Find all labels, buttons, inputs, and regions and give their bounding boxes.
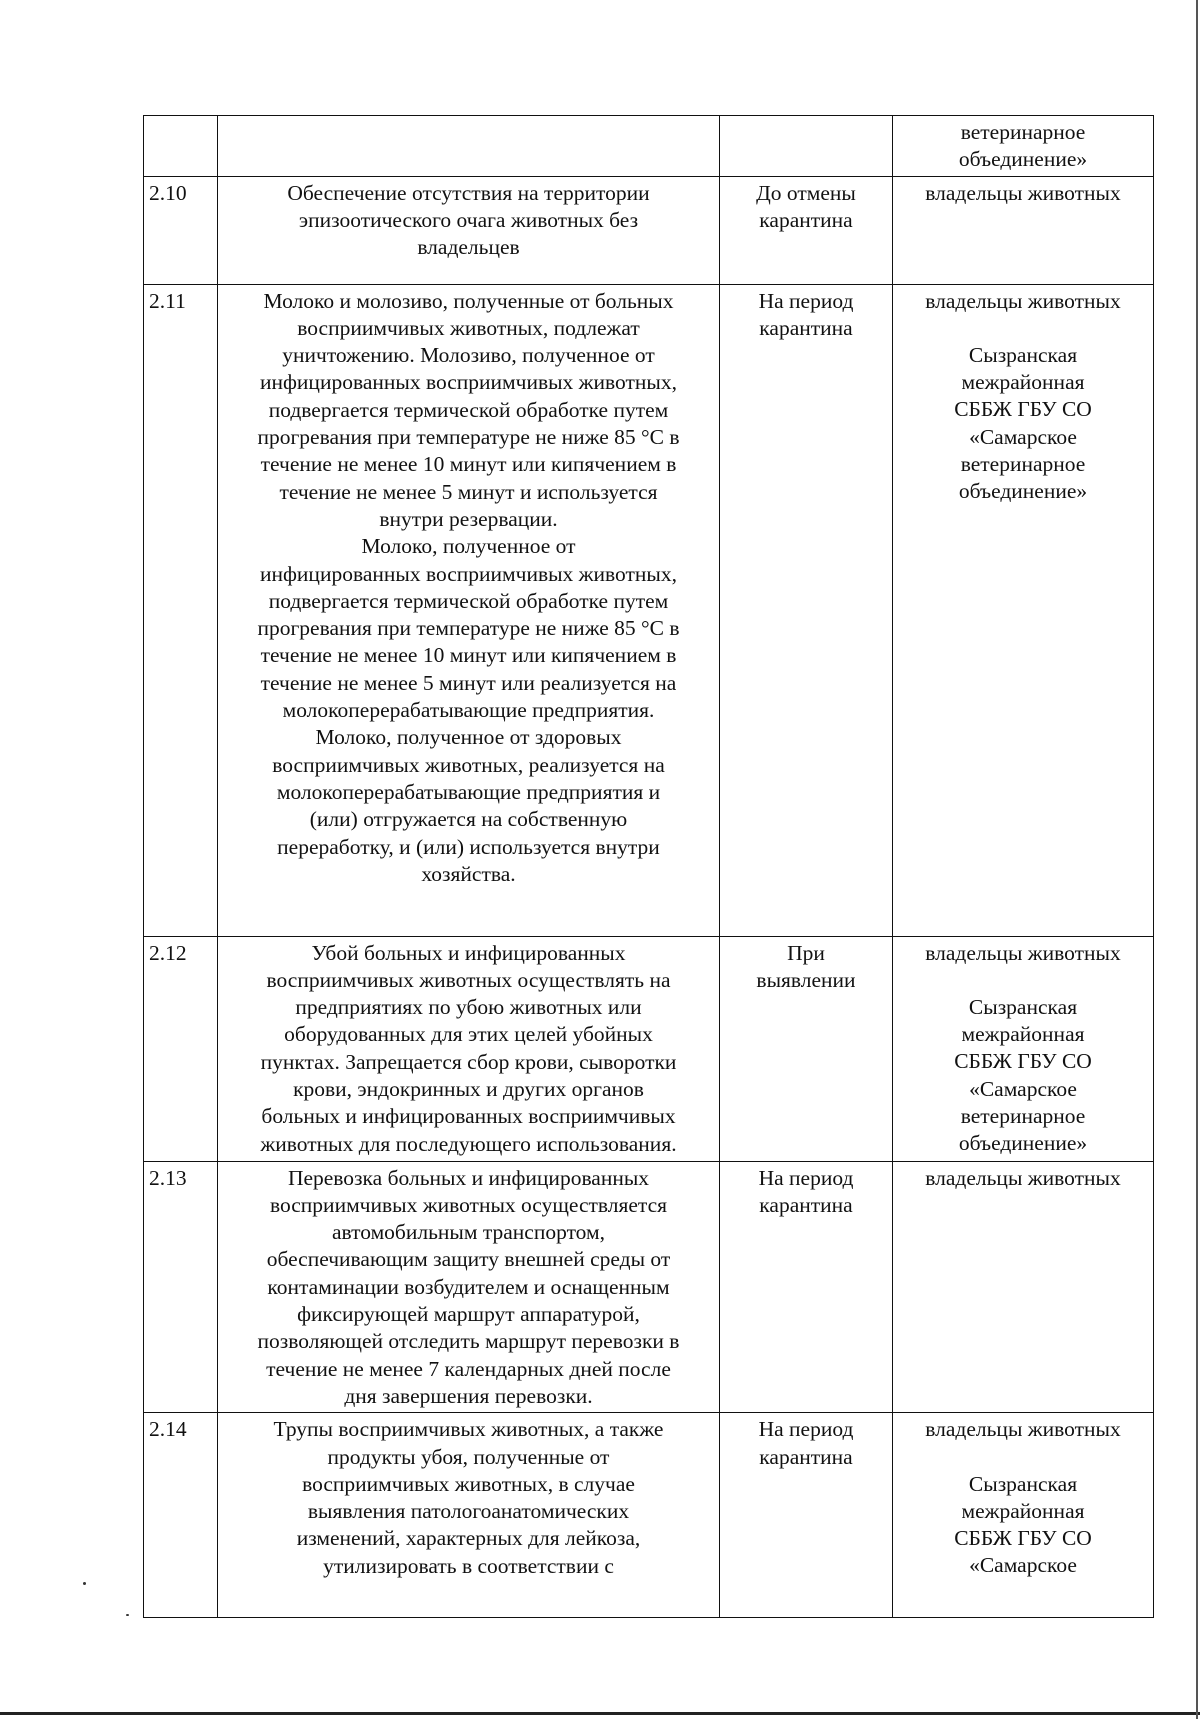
- measure-text-line: Молоко, полученное от: [361, 534, 576, 559]
- item-number-cell: [144, 284, 218, 936]
- responsible-text-line: владельцы животных: [925, 180, 1121, 205]
- deadline-cell: [720, 936, 893, 1161]
- measure-description-cell: [218, 1413, 720, 1618]
- measure-text-line: обеспечивающим защиту внешней среды от: [266, 1247, 671, 1272]
- responsible-text-line: Сызранская: [968, 1471, 1078, 1496]
- responsible-cell: [893, 1161, 1154, 1413]
- measure-text-line: течение не менее 10 минут или кипячением в: [260, 643, 677, 668]
- deadline-text-line: На период: [758, 288, 854, 313]
- responsible-text-line: объединение»: [958, 479, 1088, 504]
- measure-description-cell: [218, 176, 720, 284]
- measure-text-line: восприимчивых животных, в случае: [302, 1471, 635, 1496]
- measure-text-line: фиксирующей маршрут аппаратурой,: [297, 1302, 640, 1327]
- measure-text-line: восприимчивых животных осуществляется: [269, 1192, 668, 1217]
- responsible-text-line: межрайонная: [961, 370, 1085, 395]
- responsible-cell: [893, 936, 1154, 1161]
- table-row: [144, 1413, 1154, 1618]
- measure-text-line: автомобильным транспортом,: [331, 1220, 606, 1245]
- item-number-cell: [144, 936, 218, 1161]
- responsible-cell: [893, 1413, 1154, 1618]
- responsible-text-line: межрайонная: [961, 1498, 1085, 1523]
- measure-text-line: восприимчивых животных, подлежат: [297, 315, 640, 340]
- measure-text-line: крови, эндокринных и других органов: [293, 1077, 644, 1102]
- deadline-cell: [720, 284, 893, 936]
- responsible-text-line: владельцы животных: [925, 1165, 1121, 1190]
- measure-text-line: инфицированных восприимчивых животных,: [259, 370, 677, 395]
- responsible-text-line: «Самарское: [969, 1076, 1077, 1101]
- responsible-text-line: владельцы животных: [925, 940, 1121, 965]
- scan-speck: [83, 1582, 86, 1585]
- item-number-cell: [144, 176, 218, 284]
- measure-text-line: позволяющей отследить маршрут перевозки в: [257, 1329, 680, 1354]
- measure-text-line: восприимчивых животных осуществлять на: [266, 967, 671, 992]
- measure-text-line: течение не менее 5 минут и используется: [279, 479, 658, 504]
- paragraph-gap: [898, 315, 1148, 342]
- measure-text-line: Трупы восприимчивых животных, а также: [273, 1417, 664, 1442]
- deadline-text-line: карантина: [759, 207, 853, 232]
- measure-text-line: выявления патологоанатомических: [307, 1499, 630, 1524]
- measure-text-line: хозяйства.: [421, 861, 516, 886]
- measure-text-line: дня завершения перевозки.: [344, 1383, 593, 1408]
- deadline-cell: [720, 1161, 893, 1413]
- responsible-text-line: СББЖ ГБУ СО: [954, 1526, 1092, 1551]
- measure-text-line: переработку, и (или) используется внутри: [277, 834, 660, 859]
- table-row: [144, 1161, 1154, 1413]
- deadline-text-line: карантина: [759, 1444, 853, 1469]
- measure-text-line: течение не менее 5 минут или реализуется на: [260, 670, 677, 695]
- responsible-text-line: ветеринарное: [960, 452, 1086, 477]
- measure-text-line: Перевозка больных и инфицированных: [287, 1165, 650, 1190]
- measure-text-line: подвергается термической обработке путем: [268, 588, 669, 613]
- responsible-text-line: владельцы животных: [925, 288, 1121, 313]
- deadline-cell: [720, 176, 893, 284]
- measure-text-line: изменений, характерных для лейкоза,: [296, 1526, 641, 1551]
- item-number: 2.14: [149, 1417, 187, 1442]
- measure-text-line: пунктах. Запрещается сбор крови, сыворотки: [260, 1049, 677, 1074]
- item-number: 2.10: [149, 180, 187, 205]
- responsible-text-line: СББЖ ГБУ СО: [954, 1049, 1092, 1074]
- measure-text-line: уничтожению. Молозиво, полученное от: [282, 343, 655, 368]
- deadline-text-line: карантина: [759, 1192, 853, 1217]
- measure-text-line: оборудованных для этих целей убойных: [284, 1022, 653, 1047]
- deadline-text-line: карантина: [759, 315, 853, 340]
- item-number: 2.13: [149, 1165, 187, 1190]
- measure-text-line: предприятиях по убою животных или: [295, 995, 642, 1020]
- measure-description-cell: [218, 1161, 720, 1413]
- paragraph-gap: [898, 967, 1148, 994]
- deadline-text-line: При: [787, 940, 825, 965]
- deadline-text-line: выявлении: [756, 967, 856, 992]
- responsible-text-line: Сызранская: [968, 342, 1078, 367]
- measure-text-line: молокоперерабатывающие предприятия и: [276, 779, 661, 804]
- measures-table: [143, 115, 1154, 1618]
- responsible-cell: [893, 116, 1154, 177]
- measure-text-line: инфицированных восприимчивых животных,: [259, 561, 677, 586]
- measure-text-line: прогревания при температуре не ниже 85 °С в: [257, 425, 680, 450]
- measure-text-line: животных для последующего использования.: [260, 1131, 677, 1156]
- measure-text-line: (или) отгружается на собственную: [309, 807, 628, 832]
- scan-border-right: [1196, 0, 1198, 1719]
- measure-text-line: подвергается термической обработке путем: [268, 397, 669, 422]
- responsible-text-line: Сызранская: [968, 994, 1078, 1019]
- table-row: [144, 116, 1154, 177]
- measure-text-line: эпизоотического очага животных без: [298, 207, 639, 232]
- deadline-text-line: На период: [758, 1165, 854, 1190]
- measure-text-line: продукты убоя, полученные от: [327, 1444, 610, 1469]
- measure-text-line: течение не менее 7 календарных дней после: [266, 1356, 671, 1381]
- scan-border-bottom: [0, 1712, 1200, 1715]
- item-number-cell: [144, 1161, 218, 1413]
- measure-text-line: утилизировать в соответствии с: [323, 1553, 614, 1578]
- measure-text-line: течение не менее 10 минут или кипячением в: [260, 452, 677, 477]
- responsible-cell: [893, 176, 1154, 284]
- deadline-cell: [720, 1413, 893, 1618]
- measure-text-line: контаминации возбудителем и оснащенным: [267, 1274, 670, 1299]
- responsible-text-line: межрайонная: [961, 1022, 1085, 1047]
- responsible-text-line: «Самарское: [969, 1553, 1077, 1578]
- responsible-text-line: объединение»: [958, 1131, 1088, 1156]
- responsible-text-line: СББЖ ГБУ СО: [954, 397, 1092, 422]
- deadline-cell: [720, 116, 893, 177]
- responsible-text-line: объединение»: [958, 147, 1088, 172]
- responsible-text-line: ветеринарное: [960, 1104, 1086, 1129]
- measure-description-cell: [218, 936, 720, 1161]
- table-row: [144, 284, 1154, 936]
- paragraph-gap: [898, 1444, 1148, 1471]
- deadline-text-line: До отмены: [756, 180, 856, 205]
- table-row: [144, 936, 1154, 1161]
- item-number: 2.11: [149, 288, 186, 313]
- responsible-cell: [893, 284, 1154, 936]
- responsible-text-line: «Самарское: [969, 424, 1077, 449]
- item-number-cell: [144, 116, 218, 177]
- measure-description-cell: [218, 284, 720, 936]
- measure-description-cell: [218, 116, 720, 177]
- responsible-text-line: владельцы животных: [925, 1417, 1121, 1442]
- measure-text-line: Обеспечение отсутствия на территории: [287, 180, 650, 205]
- measure-text-line: владельцев: [417, 235, 520, 260]
- measure-text-line: внутри резервации.: [379, 506, 558, 531]
- measure-text-line: больных и инфицированных восприимчивых: [261, 1104, 676, 1129]
- table-row: [144, 176, 1154, 284]
- measures-table-body: [144, 116, 1154, 1618]
- measure-text-line: Молоко, полученное от здоровых: [315, 725, 622, 750]
- measure-text-line: прогревания при температуре не ниже 85 °С в: [257, 616, 680, 641]
- item-number: 2.12: [149, 940, 187, 965]
- measure-text-line: Молоко и молозиво, полученные от больных: [263, 288, 674, 313]
- measure-text-line: Убой больных и инфицированных: [311, 940, 626, 965]
- responsible-text-line: ветеринарное: [960, 120, 1086, 144]
- deadline-text-line: На период: [758, 1417, 854, 1442]
- scan-speck: [126, 1614, 129, 1616]
- measure-text-line: восприимчивых животных, реализуется на: [272, 752, 665, 777]
- measure-text-line: молокоперерабатывающие предприятия.: [282, 698, 655, 723]
- item-number-cell: [144, 1413, 218, 1618]
